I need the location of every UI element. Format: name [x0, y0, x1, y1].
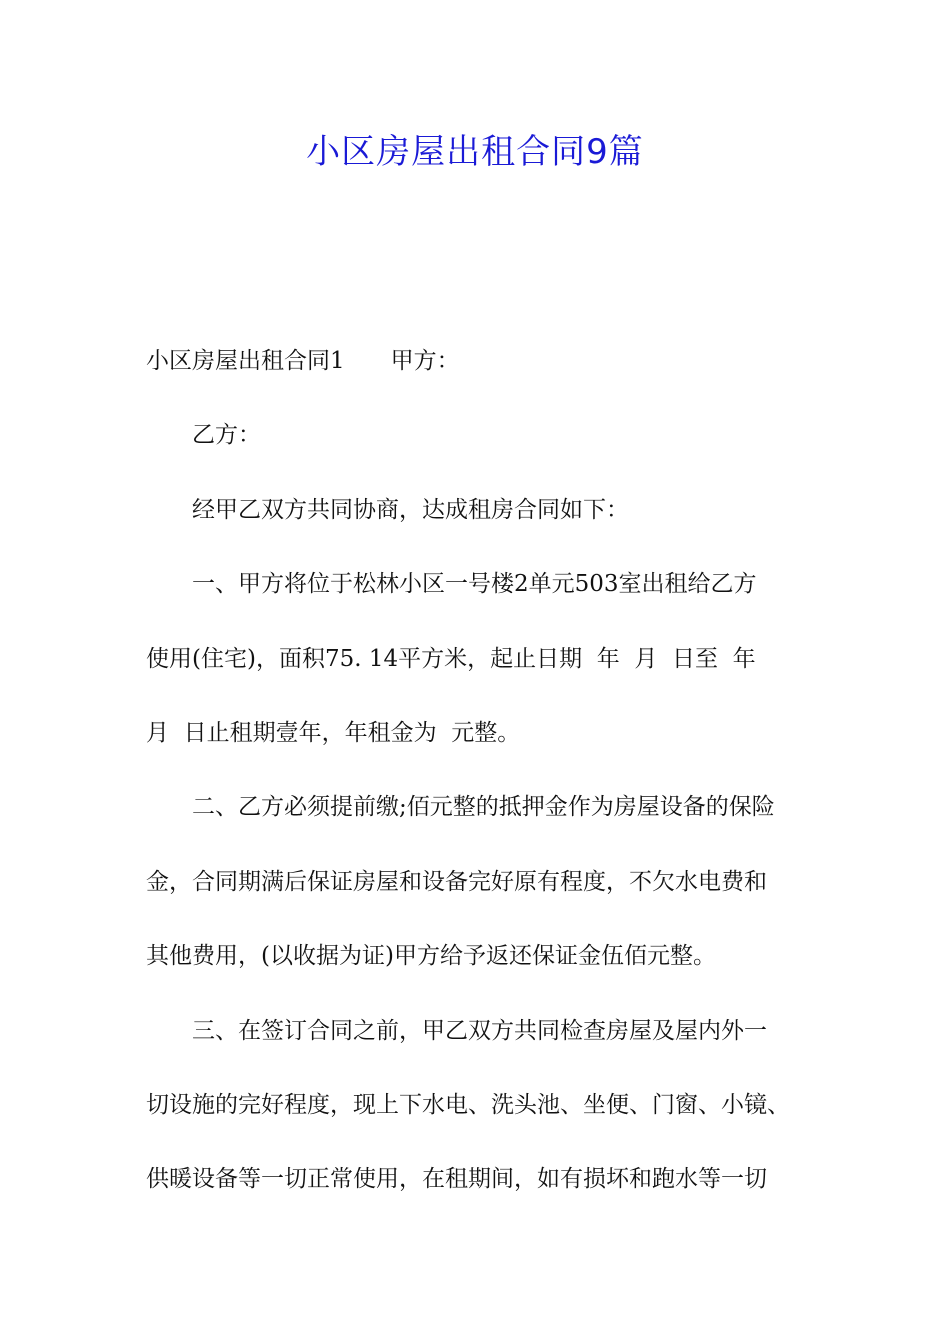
paragraph-line: 金，合同期满后保证房屋和设备完好原有程度，不欠水电费和 [146, 868, 767, 895]
paragraph-line-contract-heading: 小区房屋出租合同1 甲方： [146, 348, 460, 374]
paragraph-line-agreement-intro: 经甲乙双方共同协商，达成租房合同如下： [192, 496, 629, 523]
document-title: 小区房屋出租合同9篇 [306, 132, 644, 172]
document-body [146, 331, 836, 1224]
paragraph-line-party-b: 乙方： [192, 422, 261, 449]
paragraph-line: 供暖设备等一切正常使用，在租期间，如有损坏和跑水等一切 [146, 1166, 767, 1193]
paragraph-line-clause-1: 一、甲方将位于松林小区一号楼2单元503室出租给乙方 [192, 571, 757, 598]
paragraph-line: 使用(住宅)，面积75. 14平方米，起止日期 年 月 日至 年 [146, 645, 756, 672]
paragraph-line: 月 日止租期壹年，年租金为 元整。 [146, 719, 521, 746]
paragraph-line: 其他费用，(以收据为证)甲方给予返还保证金伍佰元整。 [146, 943, 716, 970]
paragraph-line-clause-2: 二、乙方必须提前缴;佰元整的抵押金作为房屋设备的保险 [192, 794, 775, 821]
paragraph-line: 切设施的完好程度，现上下水电、洗头池、坐便、门窗、小镜、 [146, 1091, 790, 1118]
paragraph-line-clause-3: 三、在签订合同之前，甲乙双方共同检查房屋及屋内外一 [192, 1017, 767, 1044]
